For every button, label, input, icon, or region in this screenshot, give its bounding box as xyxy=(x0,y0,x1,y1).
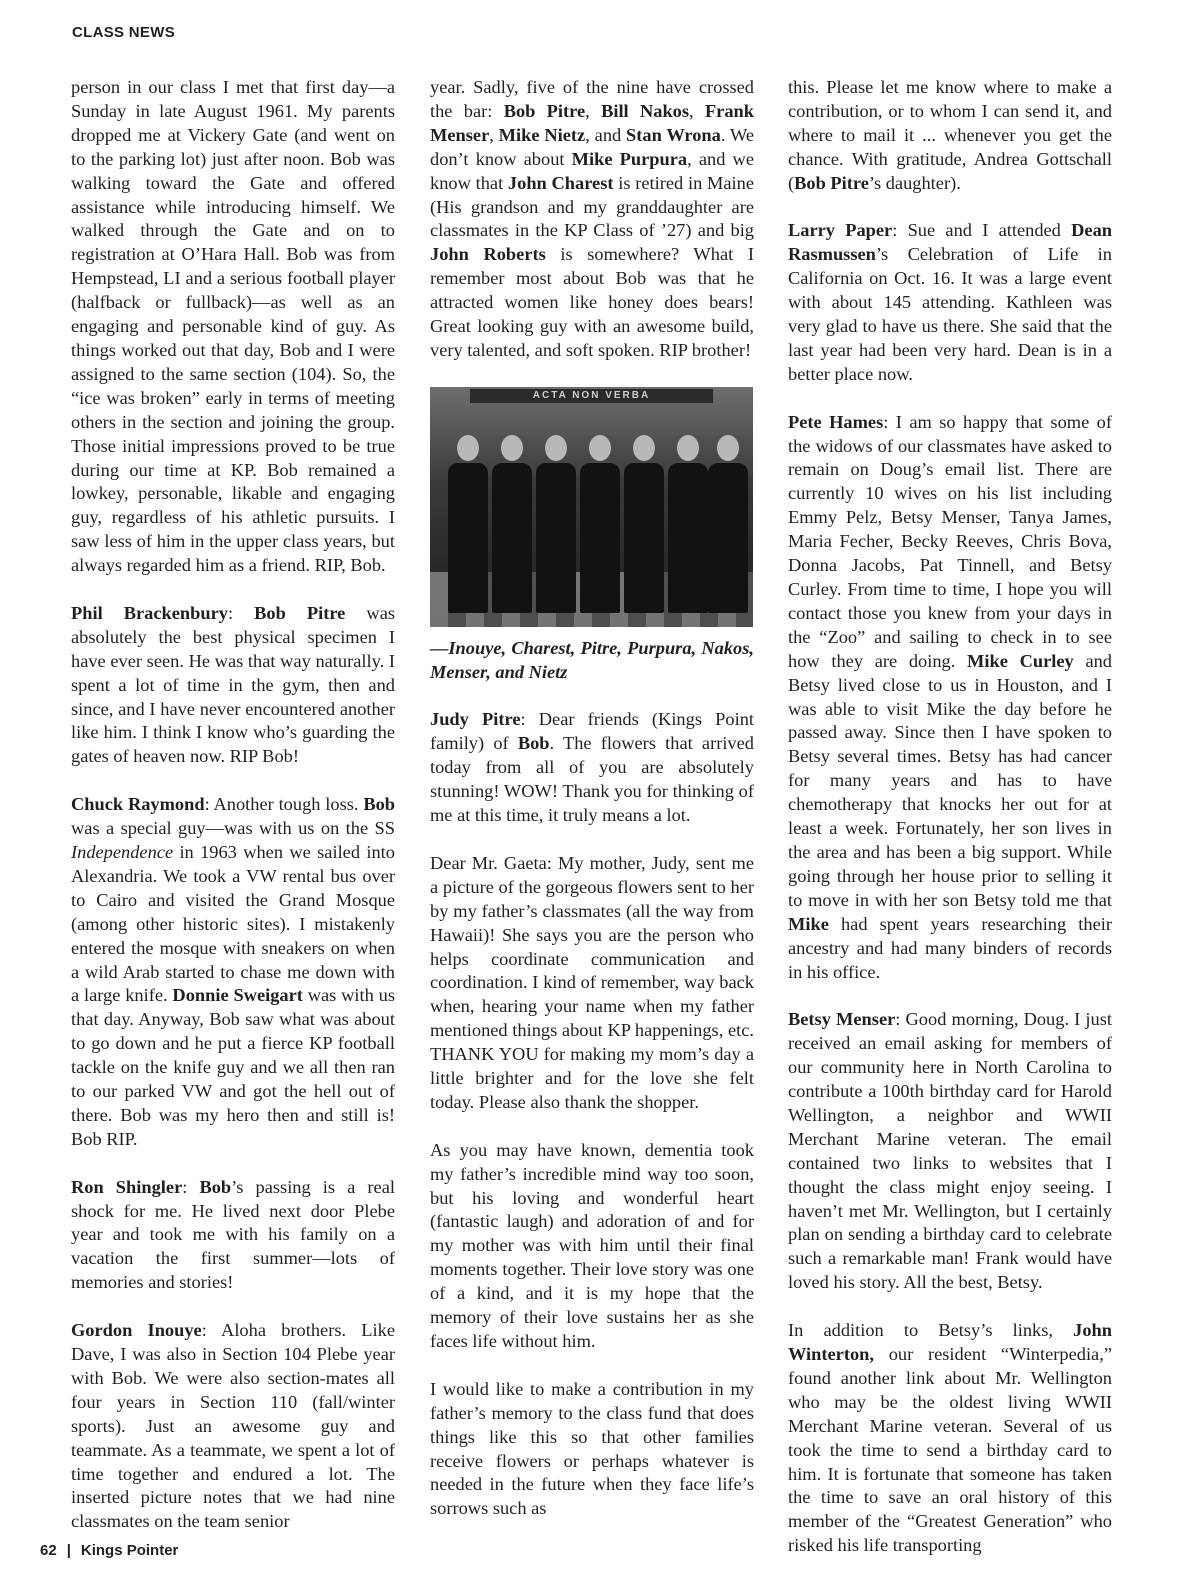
author-name: Gordon Inouye xyxy=(71,1320,202,1341)
separator: , xyxy=(489,124,499,145)
body-text: ’s Celebration of Life in California on Oct. 16. It was a large event with about 145 attending. Kathleen was very glad to have us there. She said that the last year had been very hard. Dean is in a better place now. xyxy=(788,244,1112,384)
body-text: was absolutely the best physical specimen I have ever seen. He was that way naturally. I spent a lot of time in the gym, then and since, and I have never encountered another like him. I think I know who’s guarding the gates of heaven now. RIP Bob! xyxy=(71,602,396,767)
separator: : xyxy=(182,1176,200,1197)
paragraph-judy-pitre xyxy=(430,708,754,828)
body-text: : Good morning, Doug. I just received an email asking for members of our community here in North Carolina to contribute a 100th birthday card for Harold Wellington, a neighbor and WWII Merchant Marine veteran. The email contained two links to websites that I thought the class might enjoy seeing. I haven’t met Mr. Wellington, but I certainly plan on sending a birthday card to celebrate such a remarkable man! Frank would have loved his story. All the best, Betsy. xyxy=(788,1009,1113,1293)
name-mention: Dean Rasmussen xyxy=(788,220,1113,265)
page-footer xyxy=(40,1542,178,1559)
paragraph-continuation xyxy=(430,76,754,363)
person-figure xyxy=(448,435,488,613)
body-text: was a special guy—was with us on the SS xyxy=(71,818,395,839)
author-name: Larry Paper xyxy=(788,220,893,241)
column-3 xyxy=(788,76,1112,1582)
separator: , xyxy=(689,100,705,121)
separator: , xyxy=(585,100,602,121)
author-name: Betsy Menser xyxy=(788,1009,896,1030)
body-text: . The flowers that arrived today from all of you are absolutely stunning! WOW! Thank you for thinking of me at this time, it truly means a lot. xyxy=(430,733,754,826)
column-2 xyxy=(430,76,754,1545)
paragraph-paper xyxy=(788,219,1112,386)
body-text: In addition to Betsy’s links, xyxy=(788,1320,1074,1341)
name-mention: Bill Nakos xyxy=(601,100,690,121)
paragraph-hames xyxy=(788,411,1112,985)
author-name: Judy Pitre xyxy=(430,709,521,730)
separator: , and xyxy=(585,124,627,145)
name-mention: Bob Pitre xyxy=(254,602,346,623)
name-mention: Bob Pitre xyxy=(794,172,869,193)
body-text: : Another tough loss. xyxy=(204,794,364,815)
name-mention: Bob xyxy=(363,794,396,815)
body-text: had spent years researching their ancestry and had many binders of records in his office. xyxy=(788,913,1112,982)
column-1 xyxy=(71,76,395,1558)
name-mention: Frank Menser xyxy=(430,100,754,145)
name-mention: Mike xyxy=(788,913,829,934)
separator: : xyxy=(227,602,255,623)
name-mention: John Winterton, xyxy=(788,1320,1112,1364)
body-text: in 1963 when we sailed into Alexandria. We took a VW rental bus over to Cairo and visited the Grand Mosque (among other historic sites). I mistakenly entered the mosque with sneakers on when a wild Arab started to chase me down with a large knife. xyxy=(71,841,395,1006)
paragraph-letter: As you may have known, dementia took my father’s incredible mind way too soon, but his loving and wonderful heart (fantastic laugh) and adoration of and for my mother was with him until their final moments together. Their love story was one of a kind, and it is my hope that the memory of their love sustains her as she faces life without him. xyxy=(430,1139,754,1351)
person-figure xyxy=(580,435,620,613)
author-name: Phil Brackenbury xyxy=(71,602,228,623)
paragraph-menser xyxy=(788,1008,1112,1295)
paragraph-inouye xyxy=(71,1319,395,1534)
body-text: was with us that day. Anyway, Bob saw what was about to go down and he put a fierce KP football tackle on the knife guy and we all then ran to our parked VW and got the hell out of there. Bob was my hero then and still is! Bob RIP. xyxy=(71,985,395,1149)
paragraph-brackenbury xyxy=(71,602,395,769)
person-figure xyxy=(492,435,532,613)
body-text: this. Please let me know where to make a contribution, or to whom I can send it, and where to mail it ... whenever you get the chance. With gratitude, Andrea Gottschall ( xyxy=(788,77,1112,193)
ship-name: Independence xyxy=(71,841,174,862)
body-text: : Sue and I attended xyxy=(892,220,1072,241)
paragraph-letter: I would like to make a contribution in my father’s memory to the class fund that does things like this so that other families receive flowers or perhaps whatever is needed in the future when they face life’s sorrows such as xyxy=(430,1378,754,1519)
person-figure xyxy=(536,435,576,613)
name-mention: Mike Purpura xyxy=(571,148,688,169)
body-text: ’s daughter). xyxy=(868,172,961,193)
body-text: is retired in Maine (His grandson and my granddaughter are classmates in the KP Class of ’27) and big xyxy=(430,172,754,241)
team-photo xyxy=(430,387,753,627)
name-mention: Mike Curley xyxy=(967,650,1074,671)
paragraph-shingler xyxy=(71,1176,395,1296)
body-text: and Betsy lived close to us in Houston, and I was able to visit Mike the day before he passed away. Since then I have spoken to Betsy several times. Betsy has had cancer for many years and has to have chemotherapy that knocks her out for at least a week. Fortunately, her son lives in the area and has been a big support. While going through her house prior to selling it to move in with her son Betsy told me that xyxy=(788,650,1112,910)
body-text: , and we know that xyxy=(430,148,754,193)
person-figure xyxy=(708,435,748,613)
page-number: 62 xyxy=(40,1542,57,1559)
name-mention: Bob xyxy=(517,733,550,754)
body-text: . We don’t know about xyxy=(430,124,754,169)
author-name: Ron Shingler xyxy=(71,1176,183,1197)
paragraph-raymond xyxy=(71,793,395,1152)
paragraph-continuation xyxy=(788,76,1112,196)
name-mention: Mike Nietz xyxy=(498,124,586,145)
name-mention: Donnie Sweigart xyxy=(172,985,303,1006)
name-mention: Stan Wrona xyxy=(626,124,721,145)
publication-name: Kings Pointer xyxy=(80,1542,179,1559)
photo-banner: ACTA NON VERBA xyxy=(470,389,713,403)
author-name: Pete Hames xyxy=(788,411,884,432)
person-figure xyxy=(624,435,664,613)
paragraph-continuation: person in our class I met that first day—a Sunday in late August 1961. My parents dropped me at Vickery Gate (and went on to the parking lot) just after noon. Bob was walking toward the Gate and offered assistance while introducing himself. We walked through the Gate and on to registration at O’Hara Hall. Bob was from Hempstead, LI and a serious football player (halfback or fullback)—as well as an engaging and personable kind of guy. As things worked out that day, Bob and I were assigned to the same section (104). So, the “ice was broken” early in terms of meeting others in the section and joining the group. Those initial impressions proved to be true during our time at KP. Bob remained a lowkey, personable, likable and engaging guy, regardless of his athletic pursuits. I saw less of him in the upper class years, but always regarded him as a friend. RIP, Bob. xyxy=(71,77,395,576)
body-text: our resident “Winterpedia,” found another link about Mr. Wellington who may be the oldest living WWII Merchant Marine veteran. Several of us took the time to send a birthday card to him. It is fortunate that someone has taken the time to save an oral history of this member of the “Greatest Generation” who risked his life transporting xyxy=(788,1343,1112,1556)
person-figure xyxy=(668,435,708,613)
body-text: is somewhere? What I remember most about Bob was that he attracted women like honey does bears! Great looking guy with an awesome build, very talented, and soft spoken. RIP brother! xyxy=(430,244,754,360)
paragraph-winterton xyxy=(788,1319,1112,1558)
body-text: : I am so happy that some of the widows of our classmates have asked to remain on Doug’s email list. There are currently 10 wives on his list including Emmy Pelz, Betsy Menser, Tanya James, Maria Fecher, Becky Reeves, Chris Bova, Donna Jacobs, Pat Tinnell, and Betsy Curley. From time to time, I hope you will contact those you knew from your days in the “Zoo” and sailing to check in to see how they are doing. xyxy=(788,411,1113,671)
section-header: CLASS NEWS xyxy=(72,24,176,41)
body-text: ’s passing is a real shock for me. He lived next door Plebe year and took me with his family on a vacation the first summer—lots of memories and stories! xyxy=(71,1176,395,1293)
paragraph-letter: Dear Mr. Gaeta: My mother, Judy, sent me a picture of the gorgeous flowers sent to her by my father’s classmates (all the way from Hawaii)! She says you are the person who helps coordinate communication and coordination. I kind of remember, way back when, hearing your name when my father mentioned things about KP happenings, etc. THANK YOU for making my mom’s day a little brighter and for the love she felt today. Please also thank the shopper. xyxy=(430,852,754,1112)
body-text: year. Sadly, five of the nine have crossed the bar: xyxy=(430,77,754,121)
footer-separator: | xyxy=(66,1542,71,1559)
name-mention: Bob Pitre xyxy=(503,100,586,121)
name-mention: Bob xyxy=(199,1176,232,1197)
photo-caption: —Inouye, Charest, Pitre, Purpura, Nakos, Menser, and Nietz xyxy=(430,637,754,682)
body-text: : Aloha brothers. Like Dave, I was also in Section 104 Plebe year with Bob. We were also section-mates all four years in Section 110 (fall/winter sports). Just an awesome guy and teammate. As a teammate, we spent a lot of time together and endured a lot. The inserted picture notes that we had nine classmates on the team senior xyxy=(71,1320,395,1532)
name-mention: John Roberts xyxy=(430,244,546,265)
author-name: Chuck Raymond xyxy=(71,794,205,815)
name-mention: John Charest xyxy=(507,172,614,193)
body-text: : Dear friends (Kings Point family) of xyxy=(430,709,754,754)
